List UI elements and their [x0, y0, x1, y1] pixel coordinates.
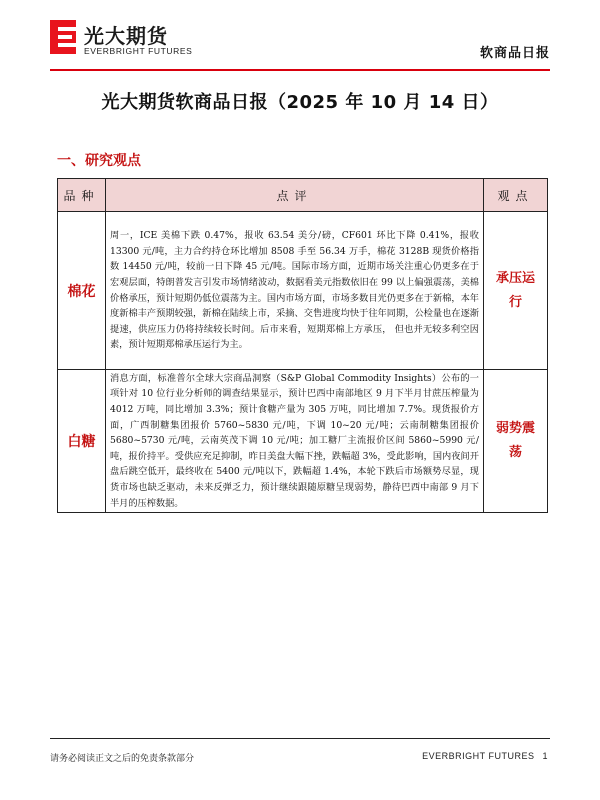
- table-header-row: [58, 179, 548, 212]
- header-category: 品种: [58, 179, 106, 212]
- footer-company: EVERBRIGHT FUTURES: [422, 751, 535, 761]
- page-number: 1: [542, 751, 548, 761]
- logo-icon: [50, 20, 76, 54]
- header-view: 观点: [484, 179, 548, 212]
- row-view: 弱势震荡: [484, 370, 548, 513]
- report-type: 软商品日报: [479, 46, 550, 61]
- research-table: [57, 178, 548, 513]
- header-divider: [50, 69, 550, 71]
- header-comment: 点评: [106, 179, 484, 212]
- row-comment: 周一，ICE 美棉下跌 0.47%，报收 63.54 美分/磅，CF601 环比下降 0.41%，报收 13300 元/吨，主力合约持仓环比增加 8508 手至 56.34 万手，棉花 3128B 现货价格指数 14450 元/吨，较前一日下降 45 元/吨。国际市场方面，近期市场关注重心仍更多在于宏观层面，特朗普发言引发市场情绪波动，数据看美元指数依旧在 99 以上偏强震荡，美棉价格承压，预计短期仍低位震荡为主。国内市场方面，市场多数目光仍更多在于新棉，本年度新棉丰产预期较强，新棉在陆续上市，采摘、交售进度均快于往年同期，公检量也在逐渐提速，供应压力仍将持续较长时间。后市来看，短期郑棉上方承压， 但也并无较多利空因素，预计短期郑棉承压运行为主。: [106, 212, 484, 370]
- logo-english-name: EVERBRIGHT FUTURES: [84, 46, 193, 56]
- section-title: 一、研究观点: [57, 153, 141, 169]
- table-row: [58, 212, 548, 370]
- report-title: 光大期货软商品日报（2025 年 10 月 14 日）: [101, 92, 499, 113]
- table-row: [58, 370, 548, 513]
- row-view: 承压运行: [484, 212, 548, 370]
- logo-chinese-name: 光大期货: [84, 24, 168, 48]
- footer-divider: [50, 738, 550, 739]
- footer-brand: [422, 751, 548, 761]
- row-category: 棉花: [58, 212, 106, 370]
- row-category: 白糖: [58, 370, 106, 513]
- page-header: [50, 20, 550, 68]
- disclaimer-note: 请务必阅读正文之后的免责条款部分: [50, 754, 195, 764]
- row-comment: 消息方面，标准普尔全球大宗商品洞察（S&P Global Commodity Insights）公布的一项针对 10 位行业分析师的调查结果显示，预计巴西中南部地区 9 月下半月甘蔗压榨量为 4012 万吨，同比增加 3.3%；预计食糖产量为 305 万吨，同比增加 7.7%。现货报价方面，广西制糖集团报价 5760~5830 元/吨，下调 10~20 元/吨；云南制糖集团报价 5680~5730 元/吨，云南英茂下调 10 元/吨；加工糖厂主流报价区间 5860~5990 元/吨，报价持平。受供应充足抑制，昨日美盘大幅下挫，跌幅超 3%，受此影响，国内夜间开盘后跳空低开，最终收在 5400 元/吨以下，跌幅超 1.4%，本轮下跌后市场额势尽显，现货市场也缺乏驱动，未来反弹乏力，预计继续跟随原糖呈现弱势，静待巴西中南部 9 月下半月的压榨数据。: [106, 370, 484, 513]
